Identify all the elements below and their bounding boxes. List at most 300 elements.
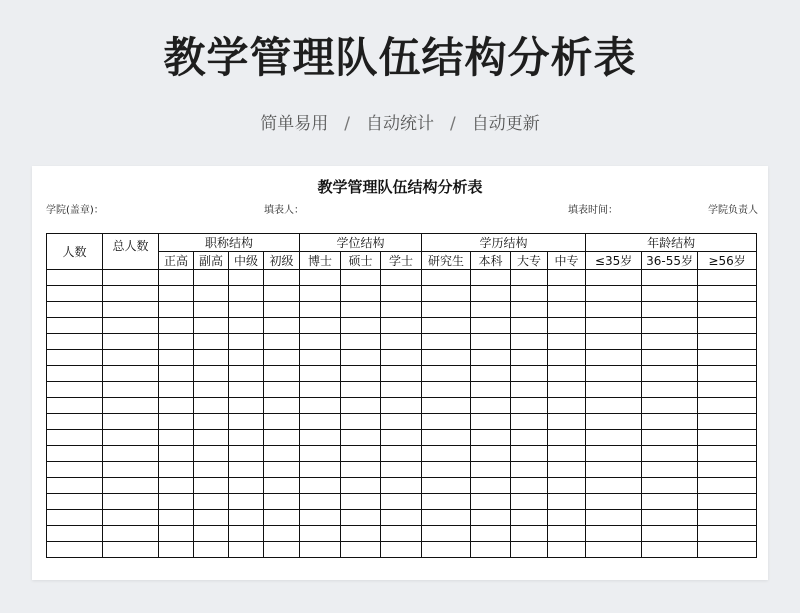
- table-cell[interactable]: [194, 366, 229, 382]
- table-cell[interactable]: [159, 398, 194, 414]
- table-cell[interactable]: [471, 430, 511, 446]
- table-cell[interactable]: [341, 414, 381, 430]
- table-cell[interactable]: [698, 414, 757, 430]
- table-cell[interactable]: [194, 446, 229, 462]
- table-cell[interactable]: [471, 526, 511, 542]
- table-cell[interactable]: [103, 318, 159, 334]
- table-cell[interactable]: [586, 270, 642, 286]
- table-cell[interactable]: [229, 366, 264, 382]
- table-cell[interactable]: [300, 270, 341, 286]
- table-cell[interactable]: [264, 462, 300, 478]
- table-cell[interactable]: [471, 478, 511, 494]
- table-cell[interactable]: [341, 478, 381, 494]
- table-cell[interactable]: [159, 350, 194, 366]
- table-cell[interactable]: [548, 478, 586, 494]
- fill-time-label: 填表时间：: [568, 205, 618, 216]
- table-cell[interactable]: [548, 510, 586, 526]
- table-cell[interactable]: [341, 542, 381, 558]
- table-cell[interactable]: [103, 366, 159, 382]
- table-cell[interactable]: [471, 494, 511, 510]
- table-cell[interactable]: [698, 350, 757, 366]
- table-cell[interactable]: [300, 366, 341, 382]
- table-cell[interactable]: [159, 542, 194, 558]
- table-cell[interactable]: [159, 494, 194, 510]
- table-cell[interactable]: [471, 462, 511, 478]
- table-cell[interactable]: [698, 286, 757, 302]
- table-cell[interactable]: [229, 286, 264, 302]
- table-cell[interactable]: [47, 526, 103, 542]
- table-cell[interactable]: [422, 318, 471, 334]
- table-cell[interactable]: [194, 350, 229, 366]
- table-cell[interactable]: [642, 382, 698, 398]
- table-cell[interactable]: [422, 526, 471, 542]
- table-cell[interactable]: [698, 446, 757, 462]
- table-cell[interactable]: [194, 478, 229, 494]
- table-cell[interactable]: [229, 398, 264, 414]
- table-cell[interactable]: [229, 382, 264, 398]
- table-cell[interactable]: [264, 382, 300, 398]
- table-cell[interactable]: [586, 350, 642, 366]
- table-cell[interactable]: [548, 494, 586, 510]
- table-cell[interactable]: [381, 510, 422, 526]
- table-cell[interactable]: [341, 366, 381, 382]
- table-cell[interactable]: [194, 302, 229, 318]
- table-cell[interactable]: [586, 510, 642, 526]
- table-cell[interactable]: [422, 414, 471, 430]
- table-cell[interactable]: [548, 526, 586, 542]
- table-cell[interactable]: [103, 446, 159, 462]
- table-cell[interactable]: [264, 510, 300, 526]
- table-cell[interactable]: [642, 334, 698, 350]
- table-cell[interactable]: [229, 494, 264, 510]
- table-cell[interactable]: [698, 510, 757, 526]
- table-cell[interactable]: [471, 510, 511, 526]
- table-cell[interactable]: [300, 302, 341, 318]
- table-cell[interactable]: [300, 334, 341, 350]
- table-cell[interactable]: [586, 334, 642, 350]
- page-title: 教学管理队伍结构分析表: [163, 33, 637, 82]
- table-cell[interactable]: [341, 302, 381, 318]
- table-cell[interactable]: [642, 542, 698, 558]
- table-cell[interactable]: [698, 478, 757, 494]
- table-cell[interactable]: [422, 494, 471, 510]
- table-cell[interactable]: [103, 510, 159, 526]
- table-cell[interactable]: [341, 382, 381, 398]
- table-cell[interactable]: [47, 350, 103, 366]
- table-cell[interactable]: [511, 286, 548, 302]
- table-cell[interactable]: [381, 478, 422, 494]
- table-cell[interactable]: [159, 430, 194, 446]
- table-cell[interactable]: [47, 398, 103, 414]
- table-cell[interactable]: [194, 430, 229, 446]
- table-cell[interactable]: [47, 494, 103, 510]
- table-cell[interactable]: [229, 462, 264, 478]
- table-cell[interactable]: [381, 446, 422, 462]
- table-cell[interactable]: [103, 270, 159, 286]
- table-cell[interactable]: [642, 398, 698, 414]
- tag-separator: /: [344, 114, 350, 134]
- table-cell[interactable]: [548, 318, 586, 334]
- filler-label: 填表人：: [264, 205, 304, 216]
- table-cell[interactable]: [229, 526, 264, 542]
- table-cell[interactable]: [548, 398, 586, 414]
- table-cell[interactable]: [159, 286, 194, 302]
- table-cell[interactable]: [103, 430, 159, 446]
- table-cell[interactable]: [548, 462, 586, 478]
- table-cell[interactable]: [548, 446, 586, 462]
- table-cell[interactable]: [47, 510, 103, 526]
- table-cell[interactable]: [103, 398, 159, 414]
- subheader-cell: 研究生: [422, 252, 471, 270]
- table-cell[interactable]: [341, 318, 381, 334]
- table-cell[interactable]: [229, 542, 264, 558]
- table-row: [47, 270, 757, 286]
- table-cell[interactable]: [194, 318, 229, 334]
- table-cell[interactable]: [698, 318, 757, 334]
- table-cell[interactable]: [194, 398, 229, 414]
- table-cell[interactable]: [511, 526, 548, 542]
- table-cell[interactable]: [511, 382, 548, 398]
- table-cell[interactable]: [159, 462, 194, 478]
- table-cell[interactable]: [194, 286, 229, 302]
- table-cell[interactable]: [229, 334, 264, 350]
- table-cell[interactable]: [381, 286, 422, 302]
- table-cell[interactable]: [264, 446, 300, 462]
- table-cell[interactable]: [511, 398, 548, 414]
- table-cell[interactable]: [548, 542, 586, 558]
- table-cell[interactable]: [511, 510, 548, 526]
- table-cell[interactable]: [422, 366, 471, 382]
- table-cell[interactable]: [698, 526, 757, 542]
- table-cell[interactable]: [300, 446, 341, 462]
- table-cell[interactable]: [698, 334, 757, 350]
- structure-table: [46, 233, 757, 558]
- table-cell[interactable]: [511, 478, 548, 494]
- table-cell[interactable]: [381, 334, 422, 350]
- table-cell[interactable]: [381, 494, 422, 510]
- table-cell[interactable]: [381, 302, 422, 318]
- table-cell[interactable]: [586, 462, 642, 478]
- table-cell[interactable]: [264, 542, 300, 558]
- table-cell[interactable]: [341, 526, 381, 542]
- table-cell[interactable]: [511, 302, 548, 318]
- table-cell[interactable]: [159, 366, 194, 382]
- table-cell[interactable]: [586, 286, 642, 302]
- table-cell[interactable]: [548, 366, 586, 382]
- table-cell[interactable]: [103, 494, 159, 510]
- table-cell[interactable]: [103, 526, 159, 542]
- table-cell[interactable]: [642, 430, 698, 446]
- table-cell[interactable]: [642, 286, 698, 302]
- table-cell[interactable]: [159, 526, 194, 542]
- table-cell[interactable]: [264, 526, 300, 542]
- table-cell[interactable]: [471, 382, 511, 398]
- table-cell[interactable]: [194, 382, 229, 398]
- table-cell[interactable]: [586, 446, 642, 462]
- table-cell[interactable]: [698, 302, 757, 318]
- table-cell[interactable]: [264, 302, 300, 318]
- table-cell[interactable]: [471, 270, 511, 286]
- table-cell[interactable]: [698, 398, 757, 414]
- table-cell[interactable]: [381, 414, 422, 430]
- table-cell[interactable]: [698, 462, 757, 478]
- table-cell[interactable]: [422, 302, 471, 318]
- table-cell[interactable]: [586, 302, 642, 318]
- table-cell[interactable]: [159, 446, 194, 462]
- table-cell[interactable]: [381, 542, 422, 558]
- table-cell[interactable]: [422, 270, 471, 286]
- table-cell[interactable]: [511, 366, 548, 382]
- table-cell[interactable]: [471, 542, 511, 558]
- table-cell[interactable]: [229, 414, 264, 430]
- table-row: [47, 350, 757, 366]
- table-cell[interactable]: [548, 270, 586, 286]
- table-cell[interactable]: [586, 398, 642, 414]
- table-cell[interactable]: [381, 430, 422, 446]
- table-cell[interactable]: [300, 462, 341, 478]
- table-cell[interactable]: [159, 318, 194, 334]
- table-cell[interactable]: [300, 318, 341, 334]
- table-cell[interactable]: [381, 366, 422, 382]
- table-cell[interactable]: [422, 350, 471, 366]
- table-cell[interactable]: [300, 414, 341, 430]
- table-cell[interactable]: [194, 270, 229, 286]
- table-cell[interactable]: [548, 334, 586, 350]
- table-cell[interactable]: [47, 462, 103, 478]
- table-cell[interactable]: [586, 430, 642, 446]
- table-cell[interactable]: [264, 494, 300, 510]
- table-cell[interactable]: [586, 318, 642, 334]
- table-cell[interactable]: [642, 318, 698, 334]
- table-cell[interactable]: [159, 334, 194, 350]
- table-cell[interactable]: [229, 302, 264, 318]
- table-cell[interactable]: [194, 526, 229, 542]
- table-cell[interactable]: [264, 334, 300, 350]
- table-cell[interactable]: [194, 542, 229, 558]
- table-cell[interactable]: [229, 478, 264, 494]
- table-cell[interactable]: [471, 398, 511, 414]
- table-cell[interactable]: [300, 478, 341, 494]
- table-cell[interactable]: [511, 494, 548, 510]
- table-cell[interactable]: [300, 286, 341, 302]
- table-cell[interactable]: [103, 462, 159, 478]
- table-cell[interactable]: [586, 494, 642, 510]
- table-cell[interactable]: [642, 510, 698, 526]
- table-cell[interactable]: [47, 542, 103, 558]
- table-cell[interactable]: [159, 414, 194, 430]
- table-cell[interactable]: [229, 318, 264, 334]
- table-cell[interactable]: [586, 526, 642, 542]
- table-cell[interactable]: [471, 414, 511, 430]
- table-cell[interactable]: [300, 350, 341, 366]
- table-cell[interactable]: [422, 334, 471, 350]
- table-cell[interactable]: [511, 430, 548, 446]
- table-cell[interactable]: [264, 366, 300, 382]
- table-cell[interactable]: [103, 478, 159, 494]
- table-cell[interactable]: [381, 462, 422, 478]
- subheader-cell: 正高: [159, 252, 194, 270]
- table-cell[interactable]: [586, 366, 642, 382]
- table-cell[interactable]: [642, 270, 698, 286]
- table-cell[interactable]: [47, 430, 103, 446]
- subheader-cell: 副高: [194, 252, 229, 270]
- table-cell[interactable]: [642, 366, 698, 382]
- table-cell[interactable]: [229, 430, 264, 446]
- table-cell[interactable]: [264, 478, 300, 494]
- table-cell[interactable]: [341, 398, 381, 414]
- table-cell[interactable]: [159, 510, 194, 526]
- table-cell[interactable]: [381, 350, 422, 366]
- table-cell[interactable]: [642, 350, 698, 366]
- table-cell[interactable]: [511, 542, 548, 558]
- table-cell[interactable]: [698, 366, 757, 382]
- table-cell[interactable]: [548, 430, 586, 446]
- table-cell[interactable]: [422, 382, 471, 398]
- table-cell[interactable]: [422, 430, 471, 446]
- table-cell[interactable]: [103, 414, 159, 430]
- table-cell[interactable]: [159, 382, 194, 398]
- table-cell[interactable]: [194, 414, 229, 430]
- table-cell[interactable]: [47, 478, 103, 494]
- table-cell[interactable]: [586, 542, 642, 558]
- table-cell[interactable]: [47, 382, 103, 398]
- table-cell[interactable]: [47, 414, 103, 430]
- table-cell[interactable]: [548, 350, 586, 366]
- table-cell[interactable]: [471, 366, 511, 382]
- table-cell[interactable]: [471, 446, 511, 462]
- table-cell[interactable]: [300, 526, 341, 542]
- table-cell[interactable]: [548, 382, 586, 398]
- table-cell[interactable]: [229, 510, 264, 526]
- table-cell[interactable]: [341, 510, 381, 526]
- table-cell[interactable]: [586, 478, 642, 494]
- table-cell[interactable]: [698, 430, 757, 446]
- table-cell[interactable]: [300, 430, 341, 446]
- table-row: [47, 494, 757, 510]
- table-cell[interactable]: [341, 334, 381, 350]
- table-cell[interactable]: [586, 414, 642, 430]
- table-cell[interactable]: [511, 446, 548, 462]
- table-cell[interactable]: [642, 478, 698, 494]
- table-cell[interactable]: [341, 350, 381, 366]
- table-cell[interactable]: [264, 318, 300, 334]
- table-cell[interactable]: [381, 382, 422, 398]
- table-cell[interactable]: [159, 478, 194, 494]
- table-cell[interactable]: [47, 318, 103, 334]
- table-cell[interactable]: [103, 350, 159, 366]
- table-cell[interactable]: [548, 302, 586, 318]
- table-cell[interactable]: [511, 270, 548, 286]
- table-cell[interactable]: [341, 494, 381, 510]
- table-cell[interactable]: [471, 286, 511, 302]
- table-cell[interactable]: [422, 446, 471, 462]
- table-cell[interactable]: [642, 494, 698, 510]
- table-cell[interactable]: [103, 542, 159, 558]
- table-cell[interactable]: [381, 270, 422, 286]
- table-cell[interactable]: [422, 286, 471, 302]
- table-cell[interactable]: [194, 510, 229, 526]
- table-cell[interactable]: [381, 398, 422, 414]
- table-cell[interactable]: [698, 494, 757, 510]
- table-cell[interactable]: [194, 334, 229, 350]
- table-cell[interactable]: [471, 302, 511, 318]
- table-cell[interactable]: [300, 542, 341, 558]
- table-cell[interactable]: [422, 462, 471, 478]
- table-cell[interactable]: [341, 446, 381, 462]
- table-cell[interactable]: [511, 414, 548, 430]
- table-cell[interactable]: [422, 478, 471, 494]
- table-cell[interactable]: [103, 334, 159, 350]
- table-cell[interactable]: [47, 286, 103, 302]
- table-cell[interactable]: [341, 270, 381, 286]
- table-cell[interactable]: [471, 318, 511, 334]
- table-cell[interactable]: [264, 286, 300, 302]
- table-cell[interactable]: [698, 542, 757, 558]
- table-cell[interactable]: [103, 382, 159, 398]
- table-cell[interactable]: [642, 414, 698, 430]
- table-cell[interactable]: [159, 302, 194, 318]
- table-cell[interactable]: [103, 302, 159, 318]
- table-cell[interactable]: [471, 334, 511, 350]
- table-cell[interactable]: [264, 430, 300, 446]
- table-cell[interactable]: [422, 510, 471, 526]
- table-cell[interactable]: [642, 526, 698, 542]
- table-cell[interactable]: [548, 414, 586, 430]
- table-cell[interactable]: [300, 494, 341, 510]
- table-cell[interactable]: [698, 382, 757, 398]
- table-cell[interactable]: [264, 414, 300, 430]
- table-cell[interactable]: [47, 302, 103, 318]
- table-cell[interactable]: [47, 334, 103, 350]
- table-cell[interactable]: [264, 270, 300, 286]
- table-cell[interactable]: [642, 462, 698, 478]
- table-cell[interactable]: [381, 318, 422, 334]
- table-cell[interactable]: [264, 398, 300, 414]
- table-cell[interactable]: [548, 286, 586, 302]
- table-cell[interactable]: [300, 382, 341, 398]
- table-cell[interactable]: [103, 286, 159, 302]
- subheader-cell: 博士: [300, 252, 341, 270]
- table-cell[interactable]: [511, 350, 548, 366]
- table-cell[interactable]: [264, 350, 300, 366]
- table-cell[interactable]: [194, 462, 229, 478]
- table-cell[interactable]: [642, 446, 698, 462]
- table-cell[interactable]: [229, 446, 264, 462]
- table-cell[interactable]: [47, 446, 103, 462]
- table-cell[interactable]: [422, 398, 471, 414]
- table-cell[interactable]: [511, 318, 548, 334]
- table-cell[interactable]: [300, 398, 341, 414]
- table-cell[interactable]: [47, 366, 103, 382]
- table-cell[interactable]: [194, 494, 229, 510]
- table-cell[interactable]: [642, 302, 698, 318]
- table-cell[interactable]: [341, 462, 381, 478]
- table-cell[interactable]: [511, 462, 548, 478]
- table-cell[interactable]: [229, 350, 264, 366]
- table-cell[interactable]: [511, 334, 548, 350]
- table-cell[interactable]: [159, 270, 194, 286]
- table-cell[interactable]: [586, 382, 642, 398]
- table-cell[interactable]: [422, 542, 471, 558]
- table-cell[interactable]: [381, 526, 422, 542]
- table-cell[interactable]: [229, 270, 264, 286]
- table-cell[interactable]: [300, 510, 341, 526]
- table-cell[interactable]: [341, 430, 381, 446]
- table-cell[interactable]: [698, 270, 757, 286]
- table-cell[interactable]: [471, 350, 511, 366]
- table-cell[interactable]: [47, 270, 103, 286]
- table-cell[interactable]: [341, 286, 381, 302]
